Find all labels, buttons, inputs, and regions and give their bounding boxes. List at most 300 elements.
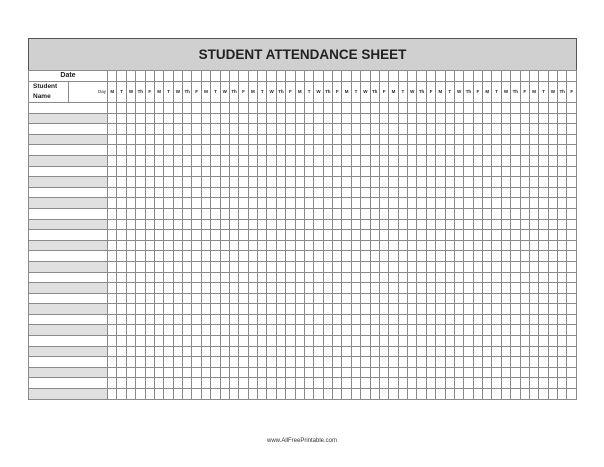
attendance-cell[interactable] (370, 166, 379, 177)
attendance-cell[interactable] (408, 230, 417, 241)
attendance-cell[interactable] (539, 293, 548, 304)
attendance-cell[interactable] (286, 230, 295, 241)
attendance-cell[interactable] (126, 187, 135, 198)
attendance-cell[interactable] (248, 325, 257, 336)
attendance-cell[interactable] (464, 314, 473, 325)
attendance-cell[interactable] (436, 261, 445, 272)
attendance-cell[interactable] (304, 145, 313, 156)
attendance-cell[interactable] (229, 155, 238, 166)
attendance-cell[interactable] (201, 293, 210, 304)
attendance-cell[interactable] (426, 240, 435, 251)
attendance-cell[interactable] (398, 367, 407, 378)
attendance-cell[interactable] (379, 155, 388, 166)
attendance-cell[interactable] (492, 103, 501, 114)
date-cell[interactable] (558, 71, 567, 82)
attendance-cell[interactable] (108, 103, 117, 114)
attendance-cell[interactable] (567, 124, 577, 135)
date-cell[interactable] (323, 71, 332, 82)
attendance-cell[interactable] (211, 219, 220, 230)
attendance-cell[interactable] (248, 378, 257, 389)
attendance-cell[interactable] (511, 378, 520, 389)
attendance-cell[interactable] (454, 124, 463, 135)
attendance-cell[interactable] (136, 272, 145, 283)
attendance-cell[interactable] (145, 124, 154, 135)
attendance-cell[interactable] (258, 198, 267, 209)
attendance-cell[interactable] (379, 240, 388, 251)
attendance-cell[interactable] (361, 124, 370, 135)
attendance-cell[interactable] (379, 367, 388, 378)
attendance-cell[interactable] (201, 346, 210, 357)
attendance-cell[interactable] (511, 230, 520, 241)
attendance-cell[interactable] (258, 367, 267, 378)
attendance-cell[interactable] (520, 155, 529, 166)
attendance-cell[interactable] (276, 314, 285, 325)
attendance-cell[interactable] (511, 304, 520, 315)
attendance-cell[interactable] (389, 208, 398, 219)
attendance-cell[interactable] (314, 124, 323, 135)
attendance-cell[interactable] (192, 230, 201, 241)
attendance-cell[interactable] (286, 134, 295, 145)
attendance-cell[interactable] (117, 187, 126, 198)
attendance-cell[interactable] (511, 240, 520, 251)
attendance-cell[interactable] (136, 155, 145, 166)
attendance-cell[interactable] (126, 293, 135, 304)
attendance-cell[interactable] (183, 314, 192, 325)
attendance-cell[interactable] (408, 240, 417, 251)
attendance-cell[interactable] (126, 357, 135, 368)
student-name-cell[interactable] (29, 251, 108, 262)
attendance-cell[interactable] (454, 261, 463, 272)
attendance-cell[interactable] (248, 283, 257, 294)
attendance-cell[interactable] (473, 208, 482, 219)
attendance-cell[interactable] (417, 336, 426, 347)
attendance-cell[interactable] (454, 325, 463, 336)
attendance-cell[interactable] (511, 336, 520, 347)
attendance-cell[interactable] (567, 357, 577, 368)
attendance-cell[interactable] (164, 177, 173, 188)
attendance-cell[interactable] (220, 240, 229, 251)
attendance-cell[interactable] (464, 219, 473, 230)
attendance-cell[interactable] (192, 261, 201, 272)
attendance-cell[interactable] (201, 166, 210, 177)
attendance-cell[interactable] (370, 240, 379, 251)
student-name-cell[interactable] (29, 367, 108, 378)
attendance-cell[interactable] (351, 389, 360, 400)
attendance-cell[interactable] (492, 134, 501, 145)
attendance-cell[interactable] (258, 219, 267, 230)
date-cell[interactable] (164, 71, 173, 82)
attendance-cell[interactable] (454, 187, 463, 198)
attendance-cell[interactable] (379, 177, 388, 188)
attendance-cell[interactable] (529, 325, 538, 336)
attendance-cell[interactable] (248, 134, 257, 145)
attendance-cell[interactable] (351, 283, 360, 294)
attendance-cell[interactable] (501, 124, 510, 135)
attendance-cell[interactable] (473, 155, 482, 166)
attendance-cell[interactable] (558, 261, 567, 272)
attendance-cell[interactable] (201, 198, 210, 209)
attendance-cell[interactable] (295, 198, 304, 209)
attendance-cell[interactable] (136, 134, 145, 145)
attendance-cell[interactable] (286, 113, 295, 124)
attendance-cell[interactable] (201, 357, 210, 368)
attendance-cell[interactable] (117, 103, 126, 114)
attendance-cell[interactable] (267, 155, 276, 166)
attendance-cell[interactable] (445, 304, 454, 315)
attendance-cell[interactable] (286, 155, 295, 166)
attendance-cell[interactable] (501, 113, 510, 124)
attendance-cell[interactable] (173, 357, 182, 368)
attendance-cell[interactable] (164, 113, 173, 124)
attendance-cell[interactable] (164, 155, 173, 166)
attendance-cell[interactable] (483, 145, 492, 156)
attendance-cell[interactable] (192, 219, 201, 230)
attendance-cell[interactable] (295, 134, 304, 145)
attendance-cell[interactable] (417, 166, 426, 177)
attendance-cell[interactable] (229, 166, 238, 177)
attendance-cell[interactable] (248, 166, 257, 177)
attendance-cell[interactable] (229, 389, 238, 400)
attendance-cell[interactable] (548, 187, 557, 198)
attendance-cell[interactable] (529, 261, 538, 272)
attendance-cell[interactable] (426, 134, 435, 145)
attendance-cell[interactable] (239, 293, 248, 304)
attendance-cell[interactable] (445, 283, 454, 294)
attendance-cell[interactable] (276, 293, 285, 304)
attendance-cell[interactable] (473, 325, 482, 336)
attendance-cell[interactable] (136, 208, 145, 219)
attendance-cell[interactable] (154, 208, 163, 219)
attendance-cell[interactable] (445, 325, 454, 336)
attendance-cell[interactable] (417, 113, 426, 124)
attendance-cell[interactable] (361, 230, 370, 241)
attendance-cell[interactable] (183, 230, 192, 241)
attendance-cell[interactable] (164, 187, 173, 198)
attendance-cell[interactable] (342, 346, 351, 357)
attendance-cell[interactable] (295, 325, 304, 336)
attendance-cell[interactable] (295, 113, 304, 124)
attendance-cell[interactable] (389, 103, 398, 114)
attendance-cell[interactable] (295, 293, 304, 304)
attendance-cell[interactable] (529, 357, 538, 368)
student-name-cell[interactable] (29, 145, 108, 156)
attendance-cell[interactable] (136, 357, 145, 368)
attendance-cell[interactable] (511, 357, 520, 368)
attendance-cell[interactable] (520, 124, 529, 135)
attendance-cell[interactable] (164, 124, 173, 135)
attendance-cell[interactable] (258, 336, 267, 347)
attendance-cell[interactable] (145, 325, 154, 336)
attendance-cell[interactable] (351, 367, 360, 378)
attendance-cell[interactable] (136, 378, 145, 389)
attendance-cell[interactable] (323, 230, 332, 241)
attendance-cell[interactable] (154, 113, 163, 124)
attendance-cell[interactable] (108, 367, 117, 378)
attendance-cell[interactable] (126, 325, 135, 336)
attendance-cell[interactable] (342, 251, 351, 262)
attendance-cell[interactable] (304, 378, 313, 389)
attendance-cell[interactable] (520, 325, 529, 336)
attendance-cell[interactable] (436, 145, 445, 156)
attendance-cell[interactable] (192, 113, 201, 124)
date-cell[interactable] (220, 71, 229, 82)
attendance-cell[interactable] (398, 304, 407, 315)
attendance-cell[interactable] (483, 357, 492, 368)
attendance-cell[interactable] (473, 251, 482, 262)
attendance-cell[interactable] (454, 155, 463, 166)
attendance-cell[interactable] (276, 219, 285, 230)
attendance-cell[interactable] (342, 208, 351, 219)
attendance-cell[interactable] (145, 219, 154, 230)
attendance-cell[interactable] (164, 219, 173, 230)
attendance-cell[interactable] (154, 187, 163, 198)
attendance-cell[interactable] (436, 198, 445, 209)
attendance-cell[interactable] (417, 272, 426, 283)
attendance-cell[interactable] (286, 251, 295, 262)
attendance-cell[interactable] (145, 103, 154, 114)
attendance-cell[interactable] (211, 325, 220, 336)
attendance-cell[interactable] (295, 346, 304, 357)
attendance-cell[interactable] (454, 166, 463, 177)
attendance-cell[interactable] (473, 293, 482, 304)
attendance-cell[interactable] (511, 166, 520, 177)
attendance-cell[interactable] (117, 346, 126, 357)
date-cell[interactable] (126, 71, 135, 82)
attendance-cell[interactable] (567, 378, 577, 389)
attendance-cell[interactable] (436, 357, 445, 368)
attendance-cell[interactable] (108, 187, 117, 198)
attendance-cell[interactable] (529, 155, 538, 166)
attendance-cell[interactable] (548, 314, 557, 325)
date-cell[interactable] (183, 71, 192, 82)
attendance-cell[interactable] (323, 145, 332, 156)
attendance-cell[interactable] (108, 314, 117, 325)
attendance-cell[interactable] (304, 314, 313, 325)
attendance-cell[interactable] (351, 304, 360, 315)
attendance-cell[interactable] (501, 155, 510, 166)
attendance-cell[interactable] (567, 230, 577, 241)
attendance-cell[interactable] (529, 272, 538, 283)
attendance-cell[interactable] (520, 283, 529, 294)
attendance-cell[interactable] (117, 378, 126, 389)
attendance-cell[interactable] (370, 113, 379, 124)
attendance-cell[interactable] (398, 336, 407, 347)
attendance-cell[interactable] (370, 389, 379, 400)
attendance-cell[interactable] (108, 198, 117, 209)
attendance-cell[interactable] (267, 177, 276, 188)
attendance-cell[interactable] (529, 389, 538, 400)
attendance-cell[interactable] (117, 124, 126, 135)
attendance-cell[interactable] (183, 198, 192, 209)
attendance-cell[interactable] (436, 187, 445, 198)
attendance-cell[interactable] (173, 304, 182, 315)
attendance-cell[interactable] (323, 314, 332, 325)
attendance-cell[interactable] (417, 187, 426, 198)
attendance-cell[interactable] (323, 357, 332, 368)
student-name-cell[interactable] (29, 208, 108, 219)
attendance-cell[interactable] (351, 145, 360, 156)
attendance-cell[interactable] (220, 261, 229, 272)
attendance-cell[interactable] (426, 378, 435, 389)
attendance-cell[interactable] (379, 346, 388, 357)
attendance-cell[interactable] (304, 155, 313, 166)
attendance-cell[interactable] (558, 304, 567, 315)
attendance-cell[interactable] (173, 208, 182, 219)
attendance-cell[interactable] (117, 389, 126, 400)
attendance-cell[interactable] (436, 336, 445, 347)
attendance-cell[interactable] (445, 293, 454, 304)
attendance-cell[interactable] (192, 378, 201, 389)
attendance-cell[interactable] (286, 219, 295, 230)
attendance-cell[interactable] (173, 283, 182, 294)
attendance-cell[interactable] (173, 124, 182, 135)
attendance-cell[interactable] (483, 336, 492, 347)
attendance-cell[interactable] (192, 367, 201, 378)
attendance-cell[interactable] (211, 272, 220, 283)
date-cell[interactable] (229, 71, 238, 82)
attendance-cell[interactable] (417, 283, 426, 294)
attendance-cell[interactable] (258, 389, 267, 400)
attendance-cell[interactable] (520, 166, 529, 177)
attendance-cell[interactable] (258, 251, 267, 262)
attendance-cell[interactable] (286, 367, 295, 378)
attendance-cell[interactable] (239, 187, 248, 198)
attendance-cell[interactable] (417, 155, 426, 166)
attendance-cell[interactable] (539, 389, 548, 400)
attendance-cell[interactable] (445, 357, 454, 368)
attendance-cell[interactable] (304, 367, 313, 378)
attendance-cell[interactable] (145, 208, 154, 219)
attendance-cell[interactable] (258, 293, 267, 304)
attendance-cell[interactable] (426, 251, 435, 262)
attendance-cell[interactable] (276, 272, 285, 283)
attendance-cell[interactable] (108, 230, 117, 241)
attendance-cell[interactable] (342, 389, 351, 400)
attendance-cell[interactable] (239, 134, 248, 145)
attendance-cell[interactable] (389, 251, 398, 262)
attendance-cell[interactable] (520, 251, 529, 262)
attendance-cell[interactable] (239, 145, 248, 156)
attendance-cell[interactable] (154, 198, 163, 209)
date-cell[interactable] (379, 71, 388, 82)
attendance-cell[interactable] (511, 155, 520, 166)
attendance-cell[interactable] (445, 272, 454, 283)
attendance-cell[interactable] (548, 367, 557, 378)
attendance-cell[interactable] (426, 293, 435, 304)
attendance-cell[interactable] (211, 198, 220, 209)
attendance-cell[interactable] (220, 166, 229, 177)
attendance-cell[interactable] (567, 325, 577, 336)
attendance-cell[interactable] (229, 325, 238, 336)
attendance-cell[interactable] (154, 177, 163, 188)
attendance-cell[interactable] (333, 208, 342, 219)
attendance-cell[interactable] (501, 187, 510, 198)
attendance-cell[interactable] (389, 261, 398, 272)
attendance-cell[interactable] (276, 261, 285, 272)
attendance-cell[interactable] (558, 145, 567, 156)
attendance-cell[interactable] (154, 357, 163, 368)
attendance-cell[interactable] (492, 261, 501, 272)
attendance-cell[interactable] (558, 251, 567, 262)
attendance-cell[interactable] (220, 389, 229, 400)
attendance-cell[interactable] (333, 124, 342, 135)
attendance-cell[interactable] (529, 293, 538, 304)
attendance-cell[interactable] (173, 177, 182, 188)
attendance-cell[interactable] (511, 283, 520, 294)
student-name-cell[interactable] (29, 304, 108, 315)
attendance-cell[interactable] (229, 272, 238, 283)
attendance-cell[interactable] (164, 198, 173, 209)
attendance-cell[interactable] (529, 367, 538, 378)
attendance-cell[interactable] (126, 367, 135, 378)
attendance-cell[interactable] (501, 293, 510, 304)
attendance-cell[interactable] (211, 145, 220, 156)
attendance-cell[interactable] (483, 134, 492, 145)
attendance-cell[interactable] (483, 325, 492, 336)
attendance-cell[interactable] (492, 187, 501, 198)
attendance-cell[interactable] (558, 113, 567, 124)
attendance-cell[interactable] (314, 367, 323, 378)
attendance-cell[interactable] (539, 134, 548, 145)
attendance-cell[interactable] (398, 155, 407, 166)
attendance-cell[interactable] (304, 177, 313, 188)
attendance-cell[interactable] (483, 124, 492, 135)
student-name-cell[interactable] (29, 230, 108, 241)
attendance-cell[interactable] (192, 251, 201, 262)
attendance-cell[interactable] (511, 325, 520, 336)
attendance-cell[interactable] (239, 124, 248, 135)
attendance-cell[interactable] (108, 113, 117, 124)
attendance-cell[interactable] (379, 113, 388, 124)
attendance-cell[interactable] (398, 208, 407, 219)
attendance-cell[interactable] (192, 145, 201, 156)
student-name-cell[interactable] (29, 219, 108, 230)
attendance-cell[interactable] (379, 134, 388, 145)
attendance-cell[interactable] (473, 113, 482, 124)
attendance-cell[interactable] (192, 155, 201, 166)
attendance-cell[interactable] (464, 208, 473, 219)
student-name-cell[interactable] (29, 283, 108, 294)
attendance-cell[interactable] (351, 198, 360, 209)
attendance-cell[interactable] (426, 113, 435, 124)
attendance-cell[interactable] (248, 336, 257, 347)
attendance-cell[interactable] (276, 336, 285, 347)
attendance-cell[interactable] (370, 134, 379, 145)
attendance-cell[interactable] (229, 336, 238, 347)
attendance-cell[interactable] (351, 272, 360, 283)
attendance-cell[interactable] (492, 145, 501, 156)
attendance-cell[interactable] (220, 113, 229, 124)
attendance-cell[interactable] (351, 166, 360, 177)
attendance-cell[interactable] (183, 357, 192, 368)
student-name-cell[interactable] (29, 166, 108, 177)
attendance-cell[interactable] (211, 230, 220, 241)
attendance-cell[interactable] (417, 293, 426, 304)
attendance-cell[interactable] (417, 124, 426, 135)
attendance-cell[interactable] (417, 134, 426, 145)
attendance-cell[interactable] (239, 304, 248, 315)
attendance-cell[interactable] (295, 240, 304, 251)
attendance-cell[interactable] (558, 240, 567, 251)
attendance-cell[interactable] (436, 251, 445, 262)
attendance-cell[interactable] (286, 293, 295, 304)
attendance-cell[interactable] (126, 166, 135, 177)
attendance-cell[interactable] (473, 389, 482, 400)
attendance-cell[interactable] (239, 251, 248, 262)
attendance-cell[interactable] (183, 378, 192, 389)
attendance-cell[interactable] (483, 219, 492, 230)
attendance-cell[interactable] (558, 198, 567, 209)
